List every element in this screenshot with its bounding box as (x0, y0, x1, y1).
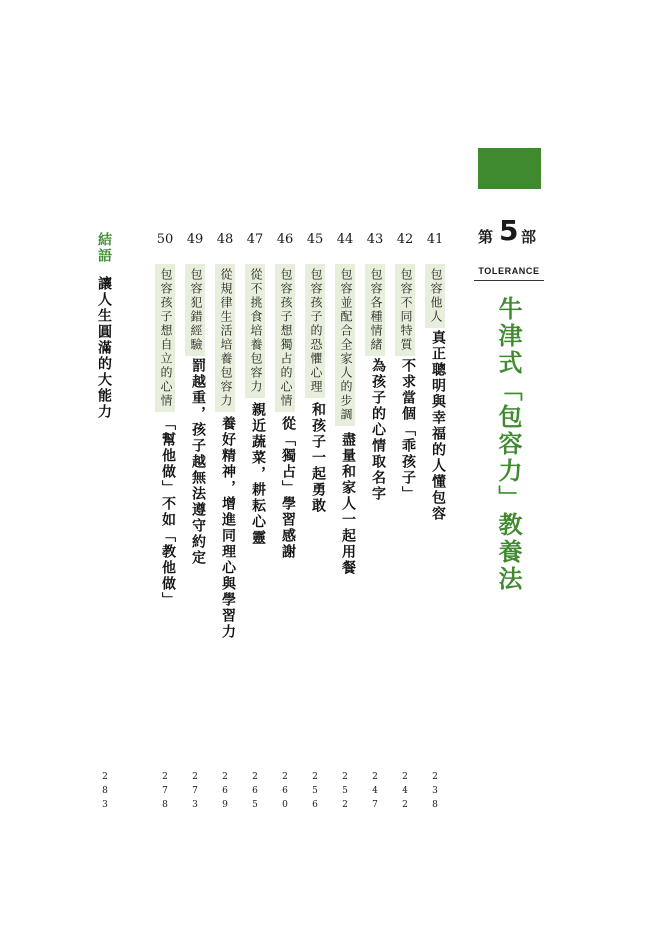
entry-page: 2 5 6 (312, 772, 318, 810)
entry-subtitle: 包容不同特質 (395, 264, 415, 356)
entry-subtitle: 包容犯錯經驗 (185, 264, 205, 356)
entry-title: 真正聰明與幸福的人懂包容 (430, 330, 446, 522)
toc-entry[interactable] (420, 232, 450, 810)
part-prefix: 第 (478, 228, 494, 246)
entry-page: 2 6 0 (282, 772, 288, 810)
entry-title: 不求當個「乖孩子」 (400, 358, 416, 502)
toc-entry[interactable] (150, 232, 180, 810)
entry-subtitle: 從不挑食培養包容力 (245, 264, 265, 398)
part-number: 5 (499, 214, 519, 247)
entry-page: 2 5 2 (342, 772, 348, 810)
toc-entry[interactable] (240, 232, 270, 810)
conclusion-title: 讓人生圓滿的大能力 (96, 276, 112, 420)
toc-entry[interactable] (330, 232, 360, 810)
part-suffix: 部 (521, 228, 537, 246)
entry-number: 46 (276, 232, 294, 247)
conclusion-label: 結語 (96, 232, 112, 264)
entry-number: 47 (246, 232, 264, 247)
entry-number: 44 (336, 232, 354, 247)
entry-number: 41 (426, 232, 444, 247)
entry-number: 50 (156, 232, 174, 247)
entry-subtitle: 包容孩子想自立的心情 (155, 264, 175, 412)
entry-title: 養好精神，增進同理心與學習力 (220, 416, 236, 640)
entry-title: 「幫他做」不如「教他做」 (160, 416, 176, 608)
entry-page: 2 6 9 (222, 772, 228, 810)
entry-subtitle: 包容孩子的恐懼心理 (305, 264, 325, 398)
entry-page: 2 4 7 (372, 772, 378, 810)
toc-conclusion[interactable] (88, 232, 122, 810)
entry-page: 2 4 2 (402, 772, 408, 810)
toc-entry[interactable] (180, 232, 210, 810)
entry-page: 2 7 3 (192, 772, 198, 810)
entry-subtitle: 包容他人 (425, 264, 445, 328)
entry-title: 和孩子一起勇敢 (310, 402, 326, 514)
entry-subtitle: 包容並配合全家人的步調 (335, 264, 355, 426)
entry-number: 49 (186, 232, 204, 247)
entry-number: 42 (396, 232, 414, 247)
entry-page: 2 7 8 (162, 772, 168, 810)
entry-subtitle: 包容孩子想獨占的心情 (275, 264, 295, 412)
conclusion-page: 2 8 3 (102, 772, 108, 810)
entry-title: 從「獨占」學習感謝 (280, 416, 296, 560)
entry-title: 盡量和家人一起用餐 (340, 432, 356, 576)
toc-entry[interactable] (270, 232, 300, 810)
entry-title: 為孩子的心情取名字 (370, 358, 386, 502)
part-divider (474, 280, 544, 281)
part-title: 牛津式「包容力」教養法 (494, 296, 522, 593)
toc-entry[interactable] (390, 232, 420, 810)
entry-page: 2 3 8 (432, 772, 438, 810)
toc-entry[interactable] (300, 232, 330, 810)
section-color-block (478, 148, 541, 189)
entry-title: 罰越重，孩子越無法遵守約定 (190, 358, 206, 566)
part-heading (474, 216, 546, 250)
entry-number: 48 (216, 232, 234, 247)
toc-entry[interactable] (360, 232, 390, 810)
entry-number: 43 (366, 232, 384, 247)
toc-entry[interactable] (210, 232, 240, 810)
entry-page: 2 6 5 (252, 772, 258, 810)
entry-subtitle: 包容各種情緒 (365, 264, 385, 356)
entry-number: 45 (306, 232, 324, 247)
entry-title: 親近蔬菜，耕耘心靈 (250, 402, 266, 546)
part-english-title: TOLERANCE (478, 266, 540, 276)
entry-subtitle: 從規律生活培養包容力 (215, 264, 235, 412)
